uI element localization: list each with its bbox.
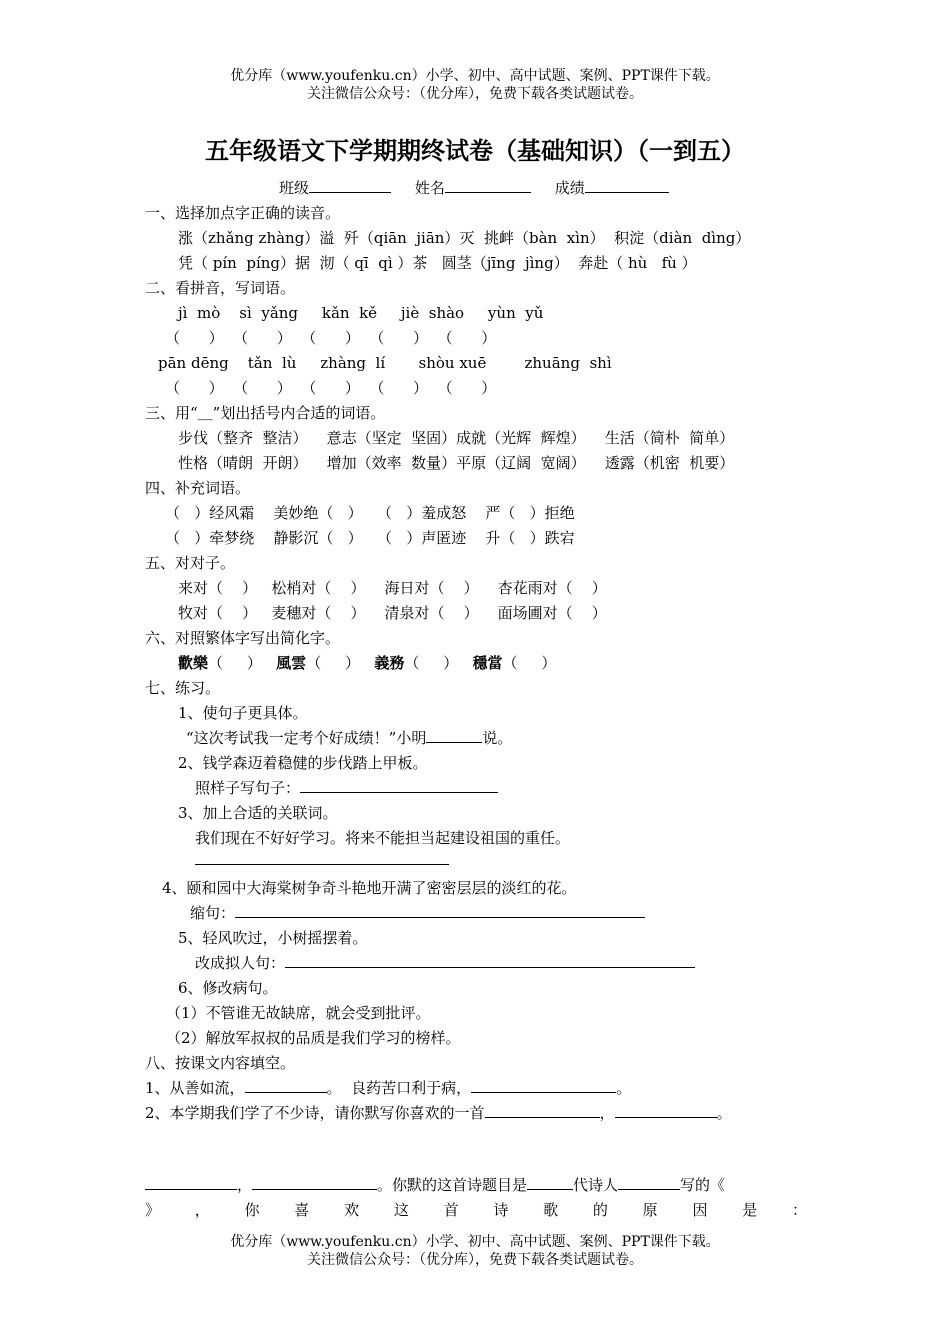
- q3-prompt: 3、加上合适的关联词。: [178, 804, 338, 822]
- section-1-heading: 一、选择加点字正确的读音。: [145, 204, 341, 222]
- s8-poem-line: [145, 1175, 725, 1195]
- s8-line-1: [145, 1078, 631, 1098]
- section-8-heading: 八、按课文内容填空。: [145, 1054, 296, 1072]
- s8-poem-end: 写的《: [680, 1176, 726, 1194]
- section-1-row-1: 涨（zhǎng zhàng）溢 歼（qiān jiān）灭 挑衅（bàn xìn） 积淀（diàn dìng）: [178, 229, 751, 247]
- footer-line-1: 优分库（www.youfenku.cn）小学、初中、高中试题、案例、PPT课件下载。: [230, 1234, 720, 1250]
- q1-end: 说。: [482, 729, 513, 747]
- blank-2[interactable]: （ ）: [306, 654, 361, 672]
- s8-l1-blank-2[interactable]: [471, 1078, 616, 1093]
- s8-l2-comma: ，: [599, 1104, 615, 1122]
- q4-label: 缩句：: [190, 904, 236, 922]
- trad-word-2: 風雲: [276, 654, 307, 672]
- trad-word-3: 義務: [374, 654, 405, 672]
- class-label: 班级: [279, 179, 310, 197]
- q4-answer: [190, 903, 645, 923]
- q6-item-1: （1）不管谁无故缺席，就会受到批评。: [166, 1004, 431, 1022]
- q2-answer: [195, 778, 498, 798]
- s8-l1-blank-1[interactable]: [245, 1078, 327, 1093]
- section-4-row-2: （ ）牵梦绕 静影沉（ ） （ ）声匿迹 升（ ）跌宕: [165, 529, 575, 547]
- section-3-row-1: 步伐（整齐 整洁） 意志（坚定 坚固）成就（光辉 辉煌） 生活（简朴 简单）: [178, 429, 735, 447]
- section-1-row-2: 凭（ pín píng）据 沏（ qī qì ）茶 圆茎（jīng jìng） 奔赴（ hù fù ）: [178, 254, 697, 272]
- s8-poem-blank-2[interactable]: [252, 1175, 377, 1190]
- section-3-row-2: 性格（晴朗 开朗） 增加（效率 数量）平原（辽阔 宽阔） 透露（机密 机要）: [178, 454, 735, 472]
- answer-row-1[interactable]: （ ） （ ） （ ） （ ） （ ）: [165, 329, 497, 347]
- s8-poem-title-blank[interactable]: [527, 1175, 573, 1190]
- s8-line-2: [145, 1103, 732, 1123]
- q6-item-2: （2）解放军叔叔的品质是我们学习的榜样。: [166, 1029, 461, 1047]
- section-7-heading: 七、练习。: [145, 679, 221, 697]
- s8-l2-end: 。: [716, 1104, 732, 1122]
- q5-blank[interactable]: [285, 953, 695, 968]
- section-5-heading: 五、对对子。: [145, 554, 236, 572]
- footer-line-2: 关注微信公众号：（优分库），免费下载各类试题试卷。: [307, 1252, 643, 1268]
- section-3-heading: 三、用“＿”划出括号内合适的词语。: [145, 404, 386, 422]
- blank-3[interactable]: （ ）: [404, 654, 459, 672]
- q3-blank[interactable]: [195, 864, 449, 865]
- q4-blank[interactable]: [235, 903, 645, 918]
- section-4-heading: 四、补充词语。: [145, 479, 251, 497]
- header-line-1: 优分库（www.youfenku.cn）小学、初中、高中试题、案例、PPT课件下载。: [230, 68, 720, 84]
- answer-row-2[interactable]: （ ） （ ） （ ） （ ） （ ）: [165, 379, 497, 397]
- q3-sentence: 我们现在不好好学习。将来不能担当起建设祖国的重任。: [195, 829, 571, 847]
- section-5-row-1: 来对（ ） 松梢对（ ） 海日对（ ） 杏花雨对（ ）: [178, 579, 607, 597]
- header-line-2: 关注微信公众号：（优分库），免费下载各类试题试卷。: [307, 86, 643, 102]
- q5-answer: [195, 953, 695, 973]
- name-label: 姓名: [414, 179, 445, 197]
- q6-prompt: 6、修改病句。: [178, 979, 278, 997]
- blank-1[interactable]: （ ）: [208, 654, 262, 672]
- trad-word-4: 穩當: [472, 654, 503, 672]
- s8-poem-poet-label: 代诗人: [573, 1176, 619, 1194]
- page-title: 五年级语文下学期期终试卷（基础知识）（一到五）: [205, 136, 745, 165]
- q2-label: 照样子写句子：: [195, 779, 301, 797]
- q4-prompt: 4、颐和园中大海棠树争奇斗艳地开满了密密层层的淡红的花。: [162, 879, 577, 897]
- s8-poem-poet-blank[interactable]: [618, 1175, 680, 1190]
- info-line: [279, 178, 669, 198]
- blank-4[interactable]: （ ）: [502, 654, 557, 672]
- s8-reason-line: 》 ， 你 喜 欢 这 首 诗 歌 的 原 因 是 ：: [145, 1201, 807, 1219]
- section-6-heading: 六、对照繁体字写出简化字。: [145, 629, 341, 647]
- pinyin-row-1: jì mò sì yǎng kǎn kě jiè shào yùn yǔ: [178, 304, 544, 322]
- section-4-row-1: （ ）经风霜 美妙绝（ ） （ ）羞成怒 严（ ）拒绝: [165, 504, 575, 522]
- score-label: 成绩: [554, 179, 585, 197]
- pinyin-row-2: pān dēng tǎn lù zhàng lí shòu xuē zhuāng shì: [158, 354, 612, 372]
- name-blank[interactable]: [445, 178, 531, 193]
- s8-poem-title-label: 。你默的这首诗题目是: [377, 1176, 528, 1194]
- s8-l2-text: 2、本学期我们学了不少诗，请你默写你喜欢的一首: [145, 1104, 485, 1122]
- s8-l1-end: 。: [616, 1079, 632, 1097]
- q2-prompt: 2、钱学森迈着稳健的步伐踏上甲板。: [178, 754, 428, 772]
- q1-prompt: 1、使句子更具体。: [178, 704, 308, 722]
- class-blank[interactable]: [309, 178, 391, 193]
- s8-l2-blank-2[interactable]: [615, 1103, 717, 1118]
- score-blank[interactable]: [585, 178, 669, 193]
- s8-poem-blank-1[interactable]: [145, 1175, 237, 1190]
- s8-l1-mid: 。 良药苦口利于病，: [326, 1079, 472, 1097]
- q5-label: 改成拟人句：: [195, 954, 286, 972]
- section-6-row: [178, 653, 556, 673]
- q1-sentence: [186, 728, 512, 748]
- section-5-row-2: 牧对（ ） 麦穗对（ ） 清泉对（ ） 面场圃对（ ）: [178, 604, 607, 622]
- s8-l1-text: 1、从善如流，: [145, 1079, 245, 1097]
- section-2-heading: 二、看拼音，写词语。: [145, 279, 296, 297]
- q5-prompt: 5、轻风吹过，小树摇摆着。: [178, 929, 368, 947]
- s8-poem-comma: ，: [237, 1176, 253, 1194]
- trad-word-1: 歡樂: [178, 654, 209, 672]
- q1-text: “这次考试我一定考个好成绩！”小明: [186, 729, 427, 747]
- q2-blank[interactable]: [300, 778, 498, 793]
- s8-l2-blank-1[interactable]: [485, 1103, 600, 1118]
- q1-blank[interactable]: [426, 728, 482, 743]
